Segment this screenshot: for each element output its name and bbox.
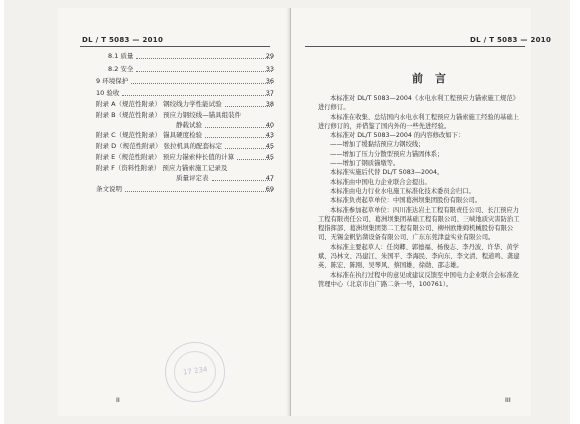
left-page-header: DL / T 5083 — 2010 — [82, 36, 164, 44]
toc-entry: 条文说明 — [96, 185, 122, 193]
toc-entry: 附录 C（规范性附录） 锚具硬度检验 — [96, 131, 203, 139]
left-page-number: II — [116, 396, 120, 404]
foreword-paragraph: 本标准实施后代替 DL/T 5083—2004。 — [330, 169, 444, 177]
foreword-paragraph: 本标准主要起草人：任岗卿、郭德福、杨俊志、李丹波、许华、黄学斌、冯林文、冯建江、朱国平、李海民、李向东、李文清、程道鸣、龚建英、陈宏、陈刚、吴琴风、蔡国雄、徐勋、邵志雄。 — [318, 243, 520, 270]
foreword-paragraph: 本标准对 DL/T 5083—2004 的内容修改如下： — [330, 132, 465, 140]
toc-entry: 附录 E（规范性附录） 预应力锚索伸长值的计算 — [96, 153, 235, 161]
toc-entry: 8.1 质量 — [108, 52, 134, 60]
toc-leader-dots — [131, 83, 272, 84]
toc-entry: 10 验收 — [96, 89, 120, 97]
toc-page-number: 69 — [265, 185, 274, 193]
toc-page-number: 40 — [265, 121, 274, 129]
toc-entry: 附录 F（资料性附录） 预应力锚索施工记录及 — [96, 164, 228, 172]
toc-leader-dots — [122, 95, 272, 96]
toc-leader-dots — [125, 191, 272, 192]
right-page-header: DL / T 5083 — 2010 — [470, 36, 552, 44]
foreword-list-item: ——增加了钢质锚墩等。 — [330, 160, 400, 168]
foreword-paragraph: 本标准参加起草单位：四川准达岩土工程有限责任公司、长江预应力工程有限责任公司、葛洲坝集团基础工程有限公司、三峡地质灾害防治工程指挥部、葛洲坝集团第二工程有限公司、柳州欧维姆机械股份有限公司、无锡金帆钻凿设备有限公司、广东东莞津益实业有限公司。 — [318, 206, 520, 242]
right-page-number: III — [505, 396, 511, 404]
toc-page-number: 45 — [265, 153, 274, 161]
foreword-title: 前 言 — [412, 72, 450, 85]
foreword-list-item: ——增加了缓黏结预应力钢绞线； — [330, 141, 425, 149]
toc-entry: 附录 A（规范性附录） 钢绞线力学性能试验 — [96, 100, 222, 108]
foreword-paragraph: 本标准在执行过程中的意见或建议反馈至中国电力企业联合会标准化管理中心（北京市白广路二条一号，100761）。 — [318, 271, 519, 288]
toc-entry: 附录 B（规范性附录） 预应力钢绞线—锚具组装件 — [96, 111, 242, 119]
library-stamp — [165, 342, 225, 402]
toc-page-number: 36 — [265, 77, 274, 85]
toc-leader-dots — [136, 71, 272, 72]
toc-leader-dots — [136, 58, 272, 59]
foreword-list-item: ——增加了压力分散型预应力锚固体系； — [330, 150, 444, 158]
toc-page-number: 33 — [265, 65, 274, 73]
toc-page-number: 38 — [265, 100, 274, 108]
toc-page-number: 43 — [265, 131, 274, 139]
foreword-paragraph: 本标准由中国电力企业联合会提出。 — [330, 178, 431, 186]
stamp-number: 17 234 — [182, 365, 208, 377]
toc-page-number: 29 — [265, 52, 274, 60]
toc-entry: 8.2 安全 — [108, 65, 134, 73]
right-header-rule — [305, 46, 525, 47]
toc-entry: 9 环境保护 — [96, 77, 129, 85]
foreword-paragraph: 本标准由电力行业水电施工标准化技术委员会归口。 — [330, 187, 475, 195]
toc-entry: 质量评定表 — [176, 174, 209, 182]
foreword-paragraph: 本标准负责起草单位：中国葛洲坝集团股份有限公司。 — [330, 197, 482, 205]
toc-page-number: 45 — [265, 142, 274, 150]
toc-page-number: 37 — [265, 89, 274, 97]
toc-page-number: 47 — [265, 174, 274, 182]
left-header-rule — [80, 46, 270, 47]
toc-entry: 静载试验 — [176, 121, 202, 129]
foreword-paragraph: 本标准在收集、总结国内水电水利工程预应力锚索施工经验的基础上进行修订的，并借鉴了国内外的一些先进经验。 — [318, 113, 519, 130]
foreword-body — [318, 94, 523, 289]
toc-entry: 附录 D（规范性附录） 张拉机具的配套标定 — [96, 142, 223, 150]
foreword-paragraph: 本标准对 DL/T 5083—2004《水电水利工程预应力锚索施工规范》进行修订。 — [318, 95, 519, 112]
